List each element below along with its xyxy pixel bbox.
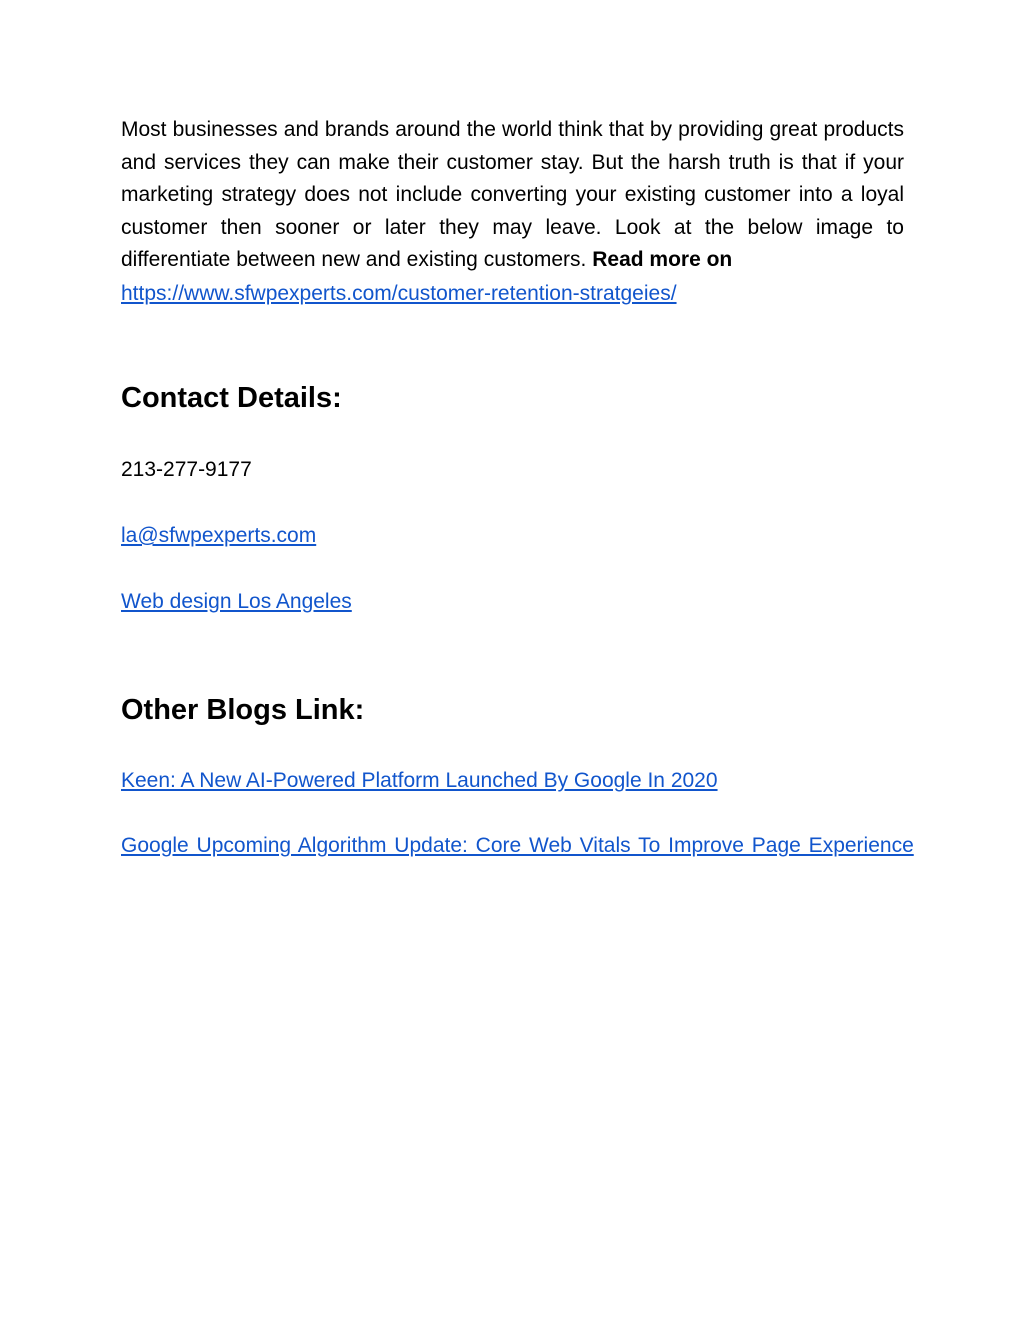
other-blogs-heading: Other Blogs Link: (121, 693, 365, 726)
contact-heading: Contact Details: (121, 381, 342, 414)
blog-link-line-2 (121, 830, 921, 863)
email-line (121, 520, 904, 552)
intro-text: Most businesses and brands around the world think that by providing great products and services they can make their customer stay. But the harsh truth is that if your marketing strategy does not include converting your existing customer into a loyal customer then sooner or later they may leave. Look at the below image to differentiate between new and existing customers. (121, 118, 904, 272)
blog-link-core-web-vitals[interactable]: Google Upcoming Algorithm Update: Core Web Vitals To Improve Page Experience (121, 833, 914, 857)
web-design-link[interactable]: Web design Los Angeles (121, 589, 352, 613)
article-url-line (121, 278, 904, 310)
web-design-line (121, 586, 904, 618)
document-page (121, 114, 914, 862)
email-link[interactable]: la@sfwpexperts.com (121, 523, 317, 547)
article-url-link[interactable]: https://www.sfwpexperts.com/customer-retention-stratgeies/ (121, 281, 677, 305)
read-more-label: Read more on (592, 248, 733, 272)
intro-paragraph (121, 114, 904, 277)
phone-number: 213-277-9177 (121, 457, 252, 481)
blog-link-keen[interactable]: Keen: A New AI-Powered Platform Launched By Google In 2020 (121, 768, 718, 792)
blog-link-line-1 (121, 765, 904, 797)
